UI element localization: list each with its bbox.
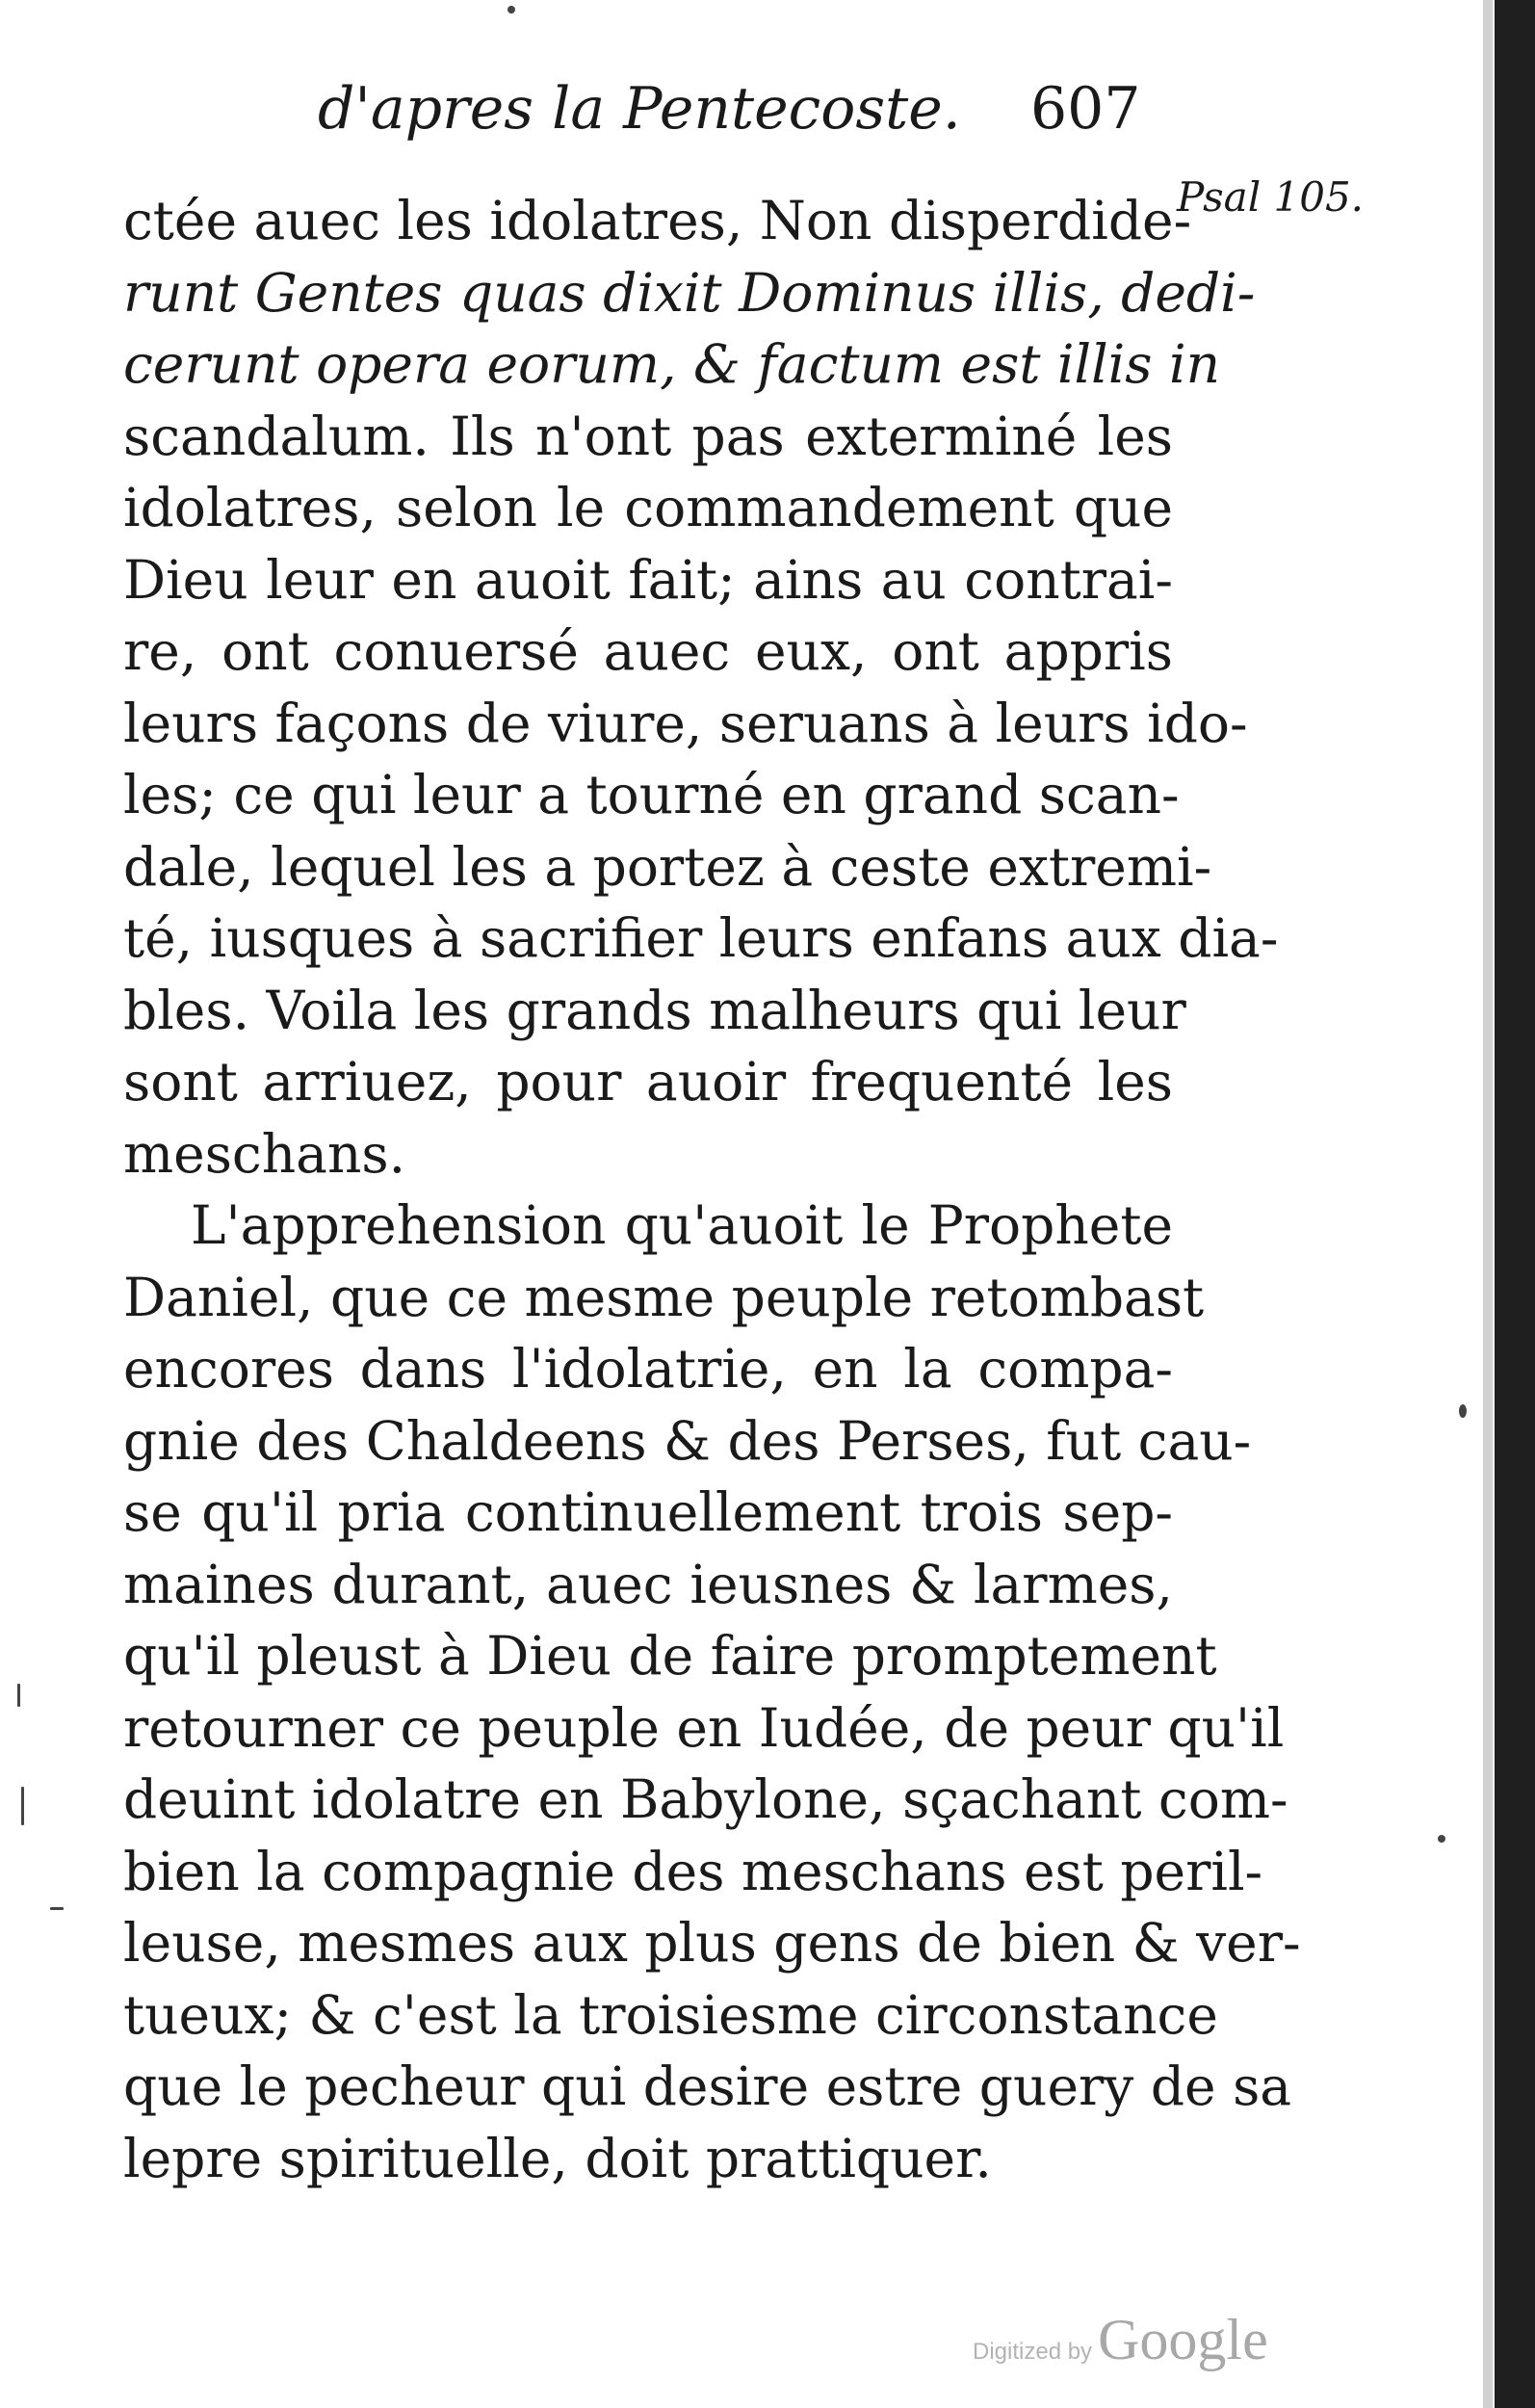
digitized-prefix: Digitized by [973,2339,1093,2365]
text-line: deuint idolatre en Babylone, sçachant com- [123,1768,1288,1830]
ink-speck [17,1684,20,1707]
ink-speck [21,1787,24,1825]
text-line: meschans. [123,1122,406,1185]
text-line: sont arriuez, pour auoir frequenté les [123,1051,1173,1112]
text-line: bien la compagnie des meschans est peril- [123,1840,1263,1902]
text-line: re, ont conuersé auec eux, ont appris [123,620,1173,682]
ink-speck [50,1907,64,1910]
text-line: scandalum. Ils n'ont pas exterminé les [123,405,1173,467]
text-line: maines durant, auec ieusnes & larmes, [123,1553,1173,1615]
text-line: leurs façons de viure, seruans à leurs ido- [123,692,1248,754]
text-line: té, iusques à sacrifier leurs enfans aux dia- [123,907,1279,969]
text-line: idolatres, selon le commandement que [123,477,1173,538]
page-header [318,75,1184,162]
body-text [123,185,1301,2194]
text-line: tueux; & c'est la troisiesme circonstance [123,1983,1218,2046]
binding-edge [1495,0,1535,2408]
text-line: encores dans l'idolatrie, en la compa- [123,1338,1173,1400]
text-line: cerunt opera eorum, & factum est illis in [123,333,1220,395]
text-line: ctée auec les idolatres, Non disperdide- [123,190,1192,251]
text-line: Dieu leur en auoit fait; ains au contrai- [123,548,1173,611]
text-line: bles. Voila les grands malheurs qui leur [123,979,1186,1041]
ink-speck [507,6,515,13]
text-line: Daniel, que ce mesme peuple retombast [123,1266,1205,1328]
margin-note-reference: Psal 105. [1177,173,1365,221]
text-line: gnie des Chaldeens & des Perses, fut cau- [123,1409,1252,1472]
running-title: d'apres la Pentecoste. [318,75,961,143]
text-line: les; ce qui leur a tourné en grand scan- [123,764,1180,825]
text-line: se qu'il pria continuellement trois sep- [123,1481,1173,1543]
ink-speck [1459,1404,1467,1418]
page-number: 607 [1030,75,1141,143]
google-logo: Google [1098,2308,1268,2371]
text-line: runt Gentes quas dixit Dominus illis, dedi- [123,261,1256,324]
ink-speck [1438,1835,1445,1843]
digitized-watermark [973,2307,1268,2373]
text-line: retourner ce peuple en Iudée, de peur qu'il [123,1696,1285,1759]
text-line: qu'il pleust à Dieu de faire promptement [123,1625,1217,1687]
text-line: lepre spirituelle, doit prattiquer. [123,2127,992,2189]
text-line: dale, lequel les a portez à ceste extremi- [123,835,1212,898]
text-line: leuse, mesmes aux plus gens de bien & ver- [123,1912,1301,1974]
page-edge-shadow [1483,0,1493,2408]
text-line: L'apprehension qu'auoit le Prophete [191,1194,1173,1256]
text-line: que le pecheur qui desire estre guery de sa [123,2055,1292,2117]
